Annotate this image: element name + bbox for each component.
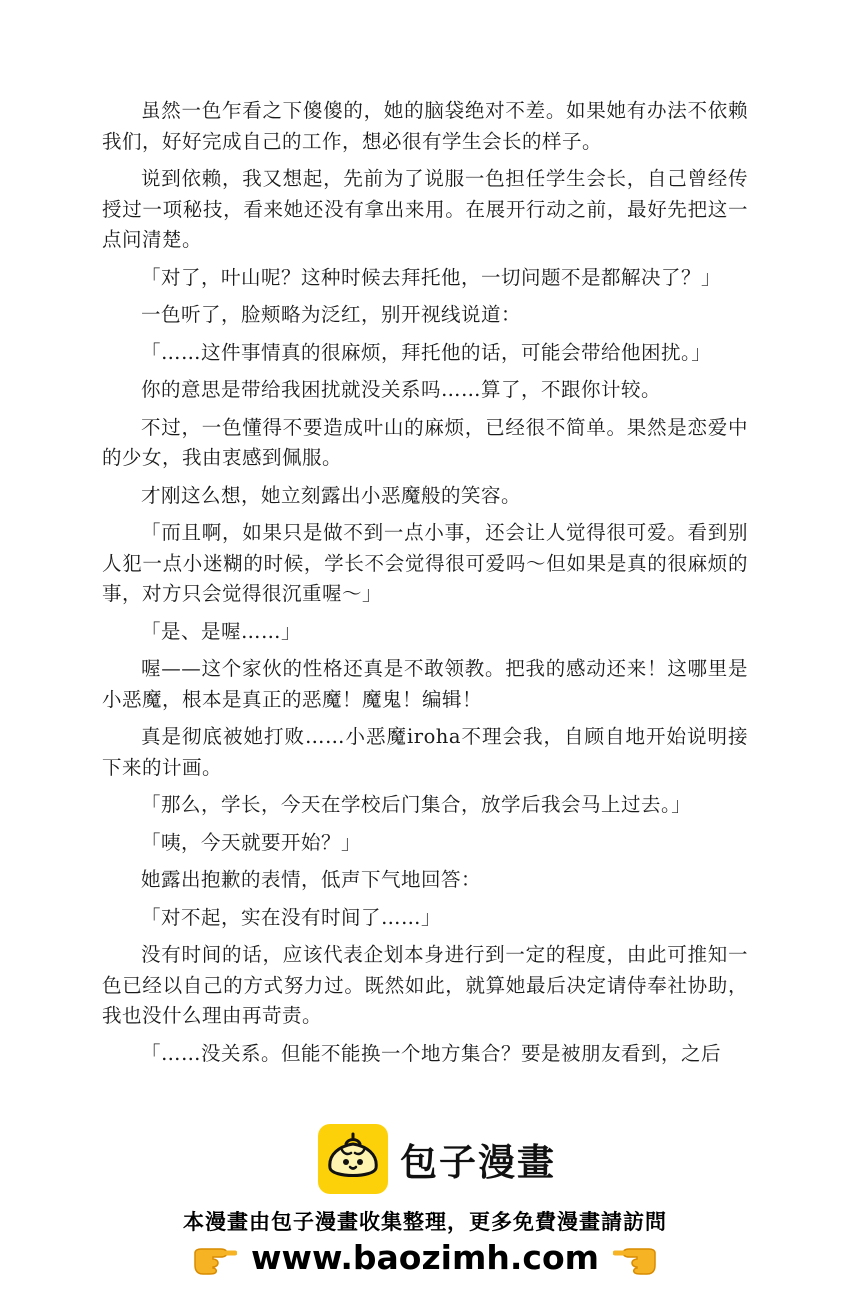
paragraph: 不过，一色懂得不要造成叶山的麻烦，已经很不简单。果然是恋爱中的少女，我由衷感到佩服。: [102, 415, 748, 469]
paragraph: 「……这件事情真的很麻烦，拜托他的话，可能会带给他困扰。」: [141, 340, 712, 364]
paragraph: 你的意思是带给我困扰就没关系吗……算了，不跟你计较。: [141, 378, 662, 401]
pointing-right-hand-icon: [191, 1241, 237, 1275]
paragraph: 「……没关系。但能不能换一个地方集合？要是被朋友看到，之后: [141, 1041, 722, 1065]
paragraph: 虽然一色乍看之下傻傻的，她的脑袋绝对不差。如果她有办法不依赖我们，好好完成自己的工作，想必很有学生会长的样子。: [102, 99, 748, 153]
novel-text-body: [102, 96, 748, 1076]
site-url[interactable]: www.baozimh.com: [251, 1238, 599, 1277]
brand-name[interactable]: 包子漫畫: [400, 1141, 556, 1184]
pointing-left-hand-icon: [613, 1241, 659, 1275]
promo-banner: [0, 1120, 850, 1300]
baozi-bun-logo-icon[interactable]: [318, 1124, 388, 1194]
url-row: [0, 1238, 850, 1277]
promo-tagline: 本漫畫由包子漫畫收集整理，更多免費漫畫請訪問: [183, 1210, 667, 1234]
paragraph: 「对不起，实在没有时间了……」: [141, 905, 442, 929]
paragraph: 真是彻底被她打败……小恶魔iroha不理会我，自顾自地开始说明接下来的计画。: [102, 725, 748, 779]
paragraph: 一色听了，脸颊略为泛红，别开视线说道：: [141, 303, 522, 326]
paragraph: 「而且啊，如果只是做不到一点小事，还会让人觉得很可爱。看到别人犯一点小迷糊的时候，学长不会觉得很可爱吗～但如果是真的很麻烦的事，对方只会觉得很沉重喔～」: [102, 521, 748, 605]
paragraph: 说到依赖，我又想起，先前为了说服一色担任学生会长，自己曾经传授过一项秘技，看来她还没有拿出来用。在展开行动之前，最好先把这一点问清楚。: [102, 167, 748, 251]
paragraph: 才刚这么想，她立刻露出小恶魔般的笑容。: [141, 483, 522, 507]
paragraph: 没有时间的话，应该代表企划本身进行到一定的程度，由此可推知一色已经以自己的方式努力过。既然如此，就算她最后决定请侍奉社协助，我也没什么理由再苛责。: [102, 943, 748, 1027]
paragraph: 「那么，学长，今天在学校后门集合，放学后我会马上过去。」: [141, 793, 692, 816]
brand-row[interactable]: [318, 1124, 556, 1194]
paragraph: 「是、是喔……」: [141, 619, 302, 643]
paragraph: 「对了，叶山呢？这种时候去拜托他，一切问题不是都解决了？」: [141, 265, 722, 289]
paragraph: 喔——这个家伙的性格还真是不敢领教。把我的感动还来！这哪里是小恶魔，根本是真正的恶魔！魔鬼！编辑！: [102, 657, 748, 711]
paragraph: 她露出抱歉的表情，低声下气地回答：: [141, 868, 482, 891]
paragraph: 「咦，今天就要开始？」: [141, 830, 362, 854]
